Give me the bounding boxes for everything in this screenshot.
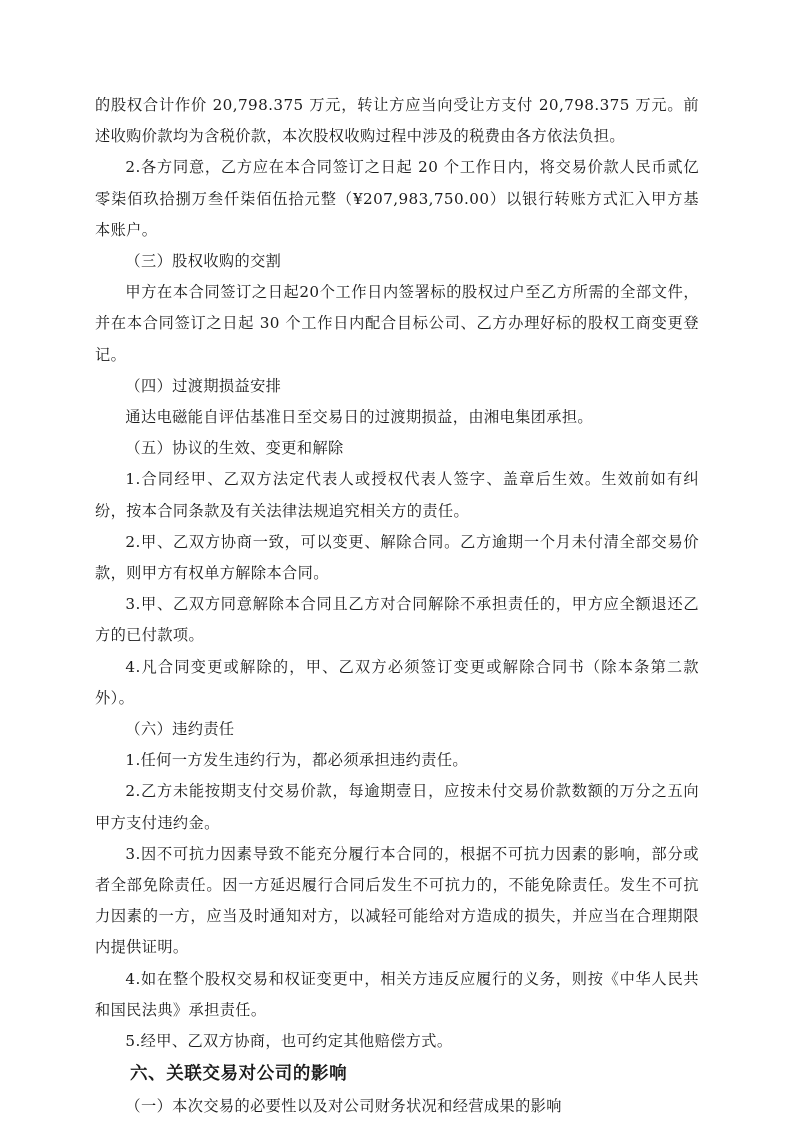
paragraph-price-total: 的股权合计作价 20,798.375 万元，转让方应当向受让方支付 20,798.375 万元。前述收购价款均为含税价款，本次股权收购过程中涉及的税费由各方依法负担。 bbox=[95, 96, 699, 146]
paragraph-liability-4: 4.如在整个股权交易和权证变更中，相关方违反应履行的义务，则按《中华人民共和国民法典》承担责任。 bbox=[95, 969, 699, 1019]
paragraph-liability-1: 1.任何一方发生违约行为，都必须承担违约责任。 bbox=[125, 751, 469, 770]
paragraph-liability-2: 2.乙方未能按期支付交易价款，每逾期壹日，应按未付交易价款数额的万分之五向甲方支付违约金。 bbox=[95, 782, 699, 832]
section-heading-effectiveness: （五）协议的生效、变更和解除 bbox=[125, 439, 344, 458]
paragraph-effect-2: 2.甲、乙双方协商一致，可以变更、解除合同。乙方逾期一个月未付清全部交易价款，则甲方有权单方解除本合同。 bbox=[95, 532, 699, 583]
section-heading-liability: （六）违约责任 bbox=[125, 720, 235, 739]
paragraph-liability-3: 3.因不可抗力因素导致不能充分履行本合同的，根据不可抗力因素的影响，部分或者全部免除责任。因一方延迟履行合同后发生不可抗力的，不能免除责任。发生不可抗力因素的一方，应当及时通知对方，以减轻可能给对方造成的损失，并应当在合理期限内提供证明。 bbox=[95, 844, 699, 957]
paragraph-liability-5: 5.经甲、乙双方协商，也可约定其他赔偿方式。 bbox=[125, 1032, 453, 1051]
paragraph-effect-3: 3.甲、乙双方同意解除本合同且乙方对合同解除不承担责任的，甲方应全额退还乙方的已付款项。 bbox=[95, 595, 699, 645]
chapter-heading-impact: 六、关联交易对公司的影响 bbox=[130, 1064, 348, 1085]
paragraph-delivery: 甲方在本合同签订之日起20个工作日内签署标的股权过户至乙方所需的全部文件，并在本合同签订之日起 30 个工作日内配合目标公司、乙方办理好标的股权工商变更登记。 bbox=[95, 283, 699, 364]
paragraph-effect-1: 1.合同经甲、乙双方法定代表人或授权代表人签字、盖章后生效。生效前如有纠纷，按本合同条款及有关法律法规追究相关方的责任。 bbox=[95, 470, 699, 520]
section-heading-delivery: （三）股权收购的交割 bbox=[125, 252, 282, 271]
paragraph-effect-4: 4.凡合同变更或解除的，甲、乙双方必须签订变更或解除合同书（除本条第二款外）。 bbox=[95, 657, 699, 707]
section-heading-necessity: （一）本次交易的必要性以及对公司财务状况和经营成果的影响 bbox=[125, 1097, 562, 1116]
paragraph-payment-term: 2.各方同意，乙方应在本合同签订之日起 20 个工作日内，将交易价款人民币贰亿零柒佰玖拾捌万叁仟柒佰伍拾元整（¥207,983,750.00）以银行转账方式汇入甲方基本账户。 bbox=[95, 158, 699, 239]
section-heading-transition: （四）过渡期损益安排 bbox=[125, 376, 282, 395]
paragraph-transition: 通达电磁能自评估基准日至交易日的过渡期损益，由湘电集团承担。 bbox=[125, 408, 594, 427]
